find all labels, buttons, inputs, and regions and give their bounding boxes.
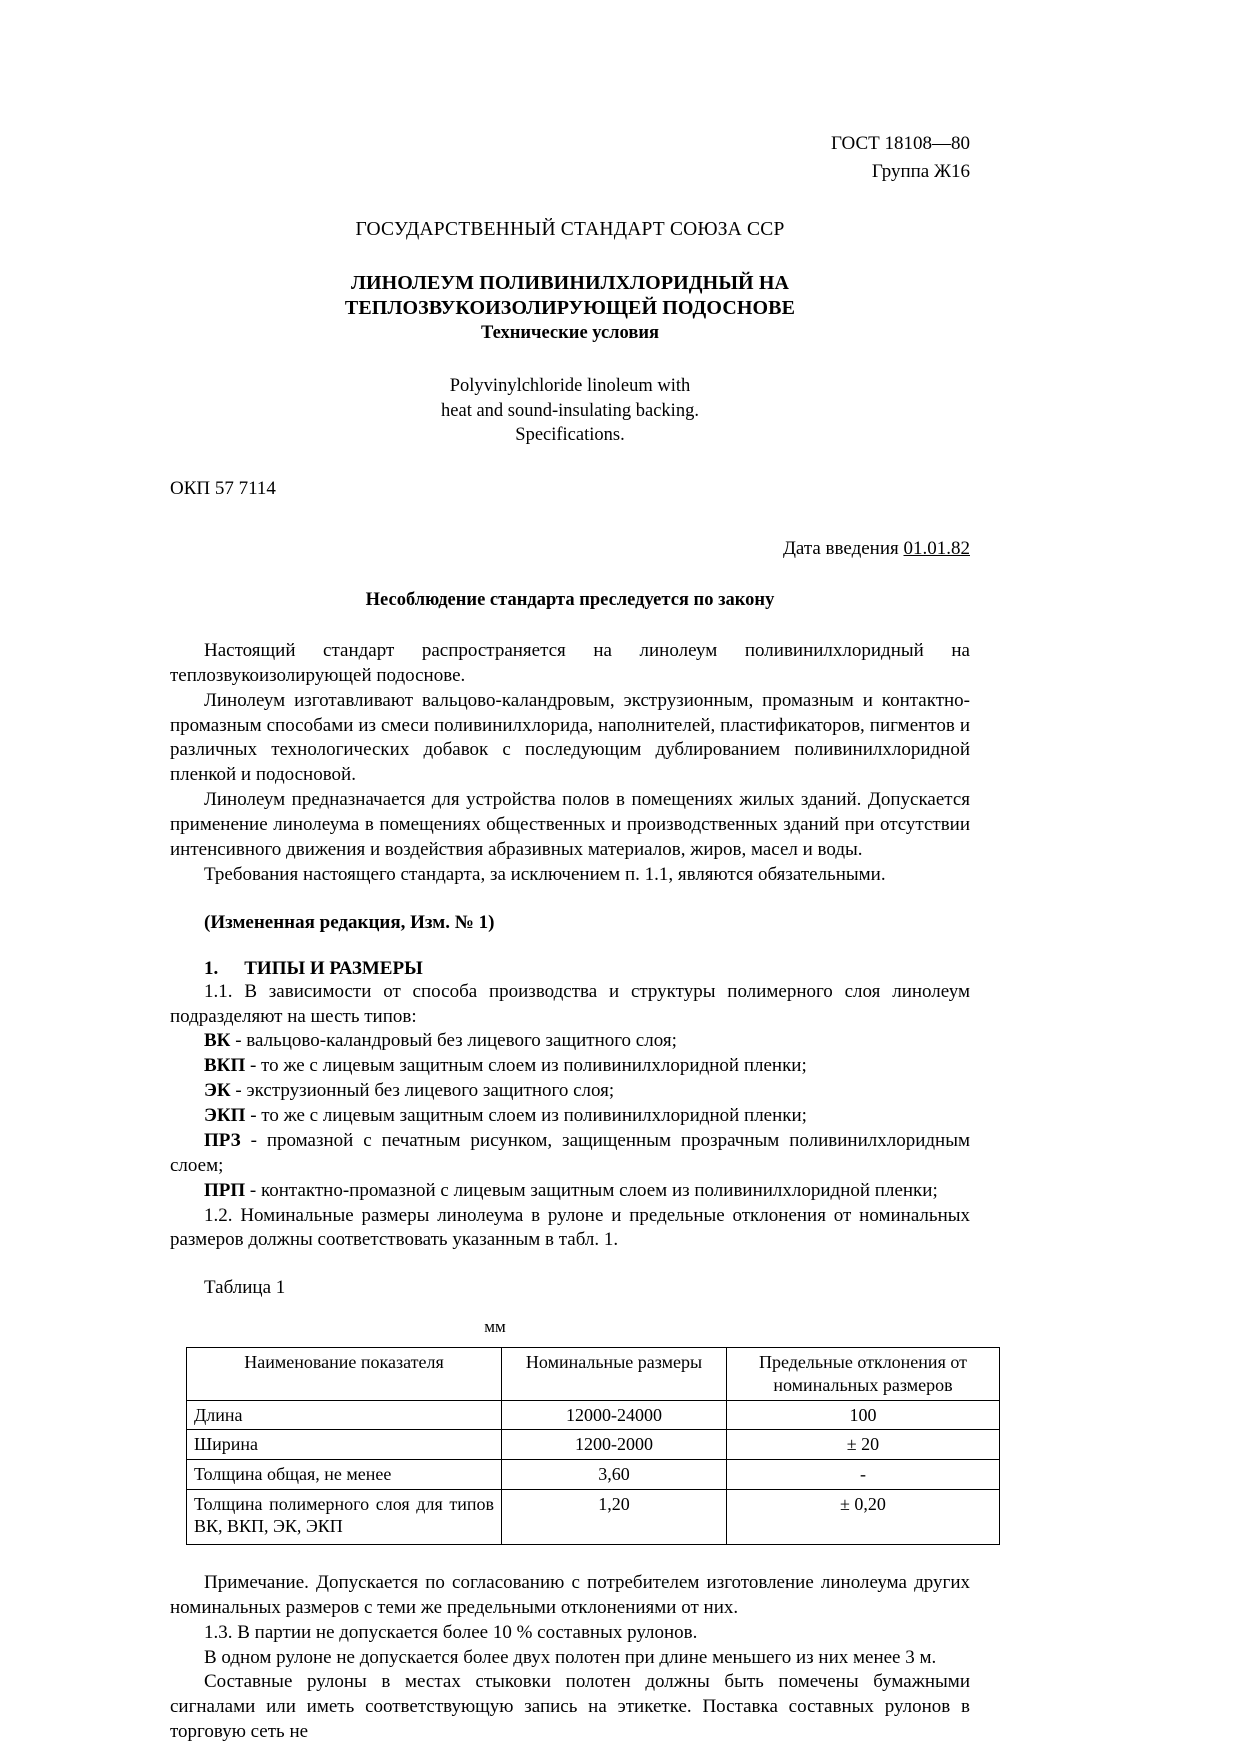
- type-item: [170, 1079, 970, 1104]
- spacer: [170, 934, 970, 958]
- table-column-header-deviation: Предельные отклонения от номинальных размеров: [727, 1348, 1000, 1400]
- section-1-heading: [170, 958, 970, 980]
- type-code: ЭК: [204, 1080, 231, 1102]
- english-title-line3: Specifications.: [515, 425, 625, 446]
- type-item: [170, 1104, 970, 1129]
- section-1-title: ТИПЫ И РАЗМЕРЫ: [244, 957, 423, 979]
- table-cell-name: Толщина полимерного слоя для типов ВК, ВКП, ЭК, ЭКП: [187, 1489, 502, 1544]
- type-code: ПРП: [204, 1179, 246, 1201]
- type-description: - то же с лицевым защитным слоем из поливинилхлоридной пленки;: [249, 1055, 807, 1077]
- type-description: - контактно-промазной с лицевым защитным слоем из поливинилхлоридной пленки;: [249, 1179, 938, 1201]
- table-row: [187, 1459, 1000, 1489]
- type-item: [170, 1129, 970, 1179]
- table-cell-deviation: ± 20: [727, 1430, 1000, 1460]
- table-dimensions: [186, 1347, 1000, 1545]
- introduction-date-label: Дата введения: [782, 537, 899, 559]
- table-row: [187, 1430, 1000, 1460]
- table-note: Примечание. Допускается по согласованию с потребителем изготовление линолеума других номинальных размеров с теми же предельными отклонениями от них.: [170, 1571, 970, 1618]
- paragraph-scope: Настоящий стандарт распространяется на линолеум поливинилхлоридный на теплозвукоизолирующей подоснове.: [170, 639, 970, 686]
- type-description: - то же с лицевым защитным слоем из поливинилхлоридной пленки;: [250, 1105, 807, 1126]
- table-cell-deviation: ± 0,20: [727, 1489, 1000, 1544]
- paragraph-composite-rolls: Составные рулоны в местах стыковки полотен должны быть помечены бумажными сигналами или иметь соответствующую запись на этикетке. Поставка составных рулонов в торговую сеть не: [170, 1671, 970, 1743]
- table-row: [187, 1400, 1000, 1430]
- spacer: [170, 1253, 970, 1277]
- table-column-header-nominal: Номинальные размеры: [502, 1348, 727, 1400]
- table-cell-nominal: 1,20: [502, 1489, 727, 1544]
- subtitle: Технические условия: [481, 323, 659, 344]
- table-column-header-name: Наименование показателя: [187, 1348, 502, 1400]
- type-code: ВК: [204, 1030, 231, 1052]
- section-1-number: 1.: [204, 957, 219, 979]
- paragraph-1-2: 1.2. Номинальные размеры линолеума в рулоне и предельные отклонения от номинальных размеров должны соответствовать указанным в табл. 1.: [170, 1204, 970, 1251]
- type-description: - экструзионный без лицевого защитного слоя;: [235, 1080, 615, 1102]
- law-enforcement-note: Несоблюдение стандарта преследуется по закону: [365, 589, 775, 610]
- table-cell-name: Толщина общая, не менее: [187, 1459, 502, 1489]
- introduction-date: [170, 538, 970, 560]
- page-title: [170, 271, 970, 321]
- main-title-line1: ЛИНОЛЕУМ ПОЛИВИНИЛХЛОРИДНЫЙ НА: [350, 272, 790, 295]
- english-title-line1: Polyvinylchloride linoleum with: [449, 376, 691, 397]
- type-description: - вальцово-каландровый без лицевого защитного слоя;: [235, 1030, 677, 1052]
- gost-number: ГОСТ 18108—80: [831, 133, 970, 154]
- type-item: [170, 1029, 970, 1054]
- document-header: [170, 130, 970, 185]
- paragraph-1-1: 1.1. В зависимости от способа производства и структуры полимерного слоя линолеум подразделяют на шесть типов:: [170, 980, 970, 1027]
- gost-group: Группа Ж16: [871, 160, 970, 182]
- spacer: [170, 888, 970, 912]
- paragraph-mandatory: Требования настоящего стандарта, за исключением п. 1.1, являются обязательными.: [204, 863, 886, 885]
- after-table-block: [170, 1571, 970, 1745]
- english-title-line2: heat and sound-insulating backing.: [441, 400, 699, 421]
- document-content: [170, 130, 970, 1745]
- table-row: [187, 1489, 1000, 1544]
- table-cell-nominal: 1200-2000: [502, 1430, 727, 1460]
- table-cell-nominal: 3,60: [502, 1459, 727, 1489]
- table-cell-name: Ширина: [187, 1430, 502, 1460]
- table-header-row: [187, 1348, 1000, 1400]
- type-code: ЭКП: [204, 1105, 246, 1126]
- type-code: ВКП: [204, 1055, 246, 1077]
- table-cell-nominal: 12000-24000: [502, 1400, 727, 1430]
- paragraph-1-3: 1.3. В партии не допускается более 10 % составных рулонов.: [204, 1621, 698, 1643]
- table-cell-deviation: 100: [727, 1400, 1000, 1430]
- type-item: [170, 1054, 970, 1079]
- english-title: [170, 374, 970, 448]
- paragraph-application: Линолеум предназначается для устройства полов в помещениях жилых зданий. Допускается применение линолеума в помещениях общественных и производственных зданий при отсутствии интенсивного движения и воздействия абразивных материалов, жиров, масел и воды.: [170, 789, 970, 860]
- type-description: - промазной с печатным рисунком, защищенным прозрачным поливинилхлоридным слоем;: [170, 1129, 970, 1176]
- revision-note: (Измененная редакция, Изм. № 1): [204, 911, 495, 933]
- okp-code: ОКП 57 7114: [170, 477, 276, 499]
- table-cell-deviation: -: [727, 1459, 1000, 1489]
- paragraph-roll-sheets: В одном рулоне не допускается более двух полотен при длине меньшего из них менее 3 м.: [204, 1646, 937, 1668]
- paragraph-manufacturing: Линолеум изготавливают вальцово-каландровым, экструзионным, промазным и контактно-промазным способами из смеси поливинилхлорида, наполнителей, пластификаторов, пигментов и различных технологических добавок с последующим дублированием поливинилхлоридной пленкой и подосновой.: [170, 689, 970, 786]
- table-cell-name: Длина: [187, 1400, 502, 1430]
- type-code: ПРЗ: [204, 1129, 241, 1151]
- table-unit-label: мм: [484, 1317, 506, 1337]
- standard-kind-title: ГОСУДАРСТВЕННЫЙ СТАНДАРТ СОЮЗА ССР: [355, 219, 785, 241]
- introduction-date-value: 01.01.82: [903, 537, 970, 559]
- main-title-line2: ТЕПЛОЗВУКОИЗОЛИРУЮЩЕЙ ПОДОСНОВЕ: [344, 297, 796, 320]
- type-item: [170, 1179, 970, 1204]
- table-caption: Таблица 1: [204, 1277, 286, 1299]
